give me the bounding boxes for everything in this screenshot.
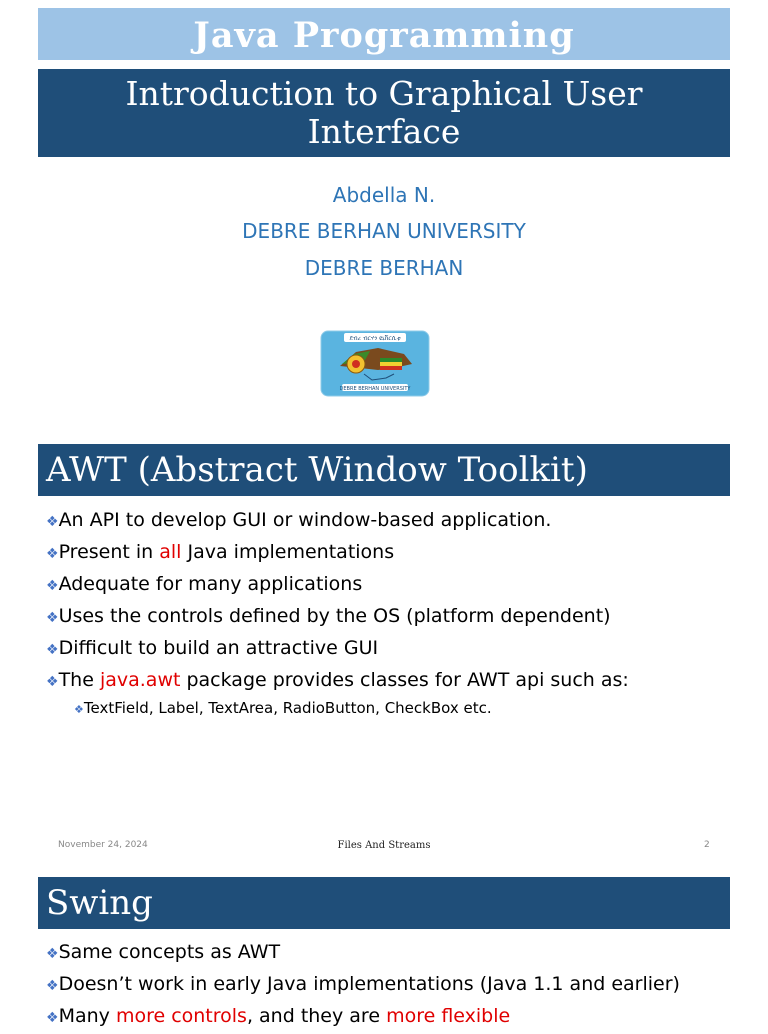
diamond-bullet-icon: ❖ — [46, 946, 57, 962]
list-item: ❖ Uses the controls defined by the OS (platform dependent) — [46, 605, 611, 627]
university-logo-icon — [320, 330, 430, 397]
svg-text:DEBRE BERHAN UNIVERSITY: DEBRE BERHAN UNIVERSITY — [339, 386, 411, 392]
course-title: Java Programming — [193, 15, 575, 56]
diamond-bullet-icon: ❖ — [46, 610, 57, 626]
awt-heading: AWT (Abstract Window Toolkit) — [46, 450, 588, 490]
author-name: Abdella N. — [332, 183, 436, 207]
sub-list-item: ❖ TextField, Label, TextArea, RadioButton, CheckBox etc. — [74, 699, 492, 717]
list-item: ❖ The java.awt package provides classes for AWT api such as: — [46, 669, 629, 691]
list-item: ❖ Difficult to build an attractive GUI — [46, 637, 379, 659]
list-item: ❖ Doesn’t work in early Java implementations (Java 1.1 and earlier) — [46, 973, 680, 995]
swing-heading-bar — [38, 877, 730, 929]
course-title-bar — [38, 8, 730, 60]
city-name: DEBRE BERHAN — [304, 256, 464, 280]
footer-date: November 24, 2024 — [58, 840, 148, 850]
lecture-title: Introduction to Graphical User Interface — [125, 74, 643, 151]
diamond-bullet-icon: ❖ — [46, 546, 57, 562]
university-name: DEBRE BERHAN UNIVERSITY — [242, 219, 526, 243]
list-item: ❖ Many more controls, and they are more flexible — [46, 1005, 511, 1027]
footer-page-number: 2 — [704, 840, 710, 850]
awt-bullet-list — [46, 504, 736, 720]
diamond-bullet-icon: ❖ — [46, 514, 57, 530]
lecture-title-bar — [38, 69, 730, 157]
list-item: ❖ Same concepts as AWT — [46, 941, 281, 963]
swing-heading: Swing — [46, 883, 153, 923]
list-item: ❖ Adequate for many applications — [46, 573, 363, 595]
awt-heading-bar — [38, 444, 730, 496]
diamond-bullet-icon: ❖ — [46, 674, 57, 690]
diamond-bullet-icon: ❖ — [46, 1010, 57, 1026]
swing-bullet-list — [46, 936, 736, 1032]
svg-text:ደብረ ብርሃን ዩኒቨርሲቲ: ደብረ ብርሃን ዩኒቨርሲቲ — [349, 335, 401, 342]
list-item: ❖ Present in all Java implementations — [46, 541, 395, 563]
diamond-bullet-icon: ❖ — [46, 642, 57, 658]
diamond-bullet-icon: ❖ — [74, 703, 82, 716]
footer-title: Files And Streams — [337, 840, 431, 851]
list-item: ❖ An API to develop GUI or window-based application. — [46, 509, 552, 531]
diamond-bullet-icon: ❖ — [46, 578, 57, 594]
diamond-bullet-icon: ❖ — [46, 978, 57, 994]
